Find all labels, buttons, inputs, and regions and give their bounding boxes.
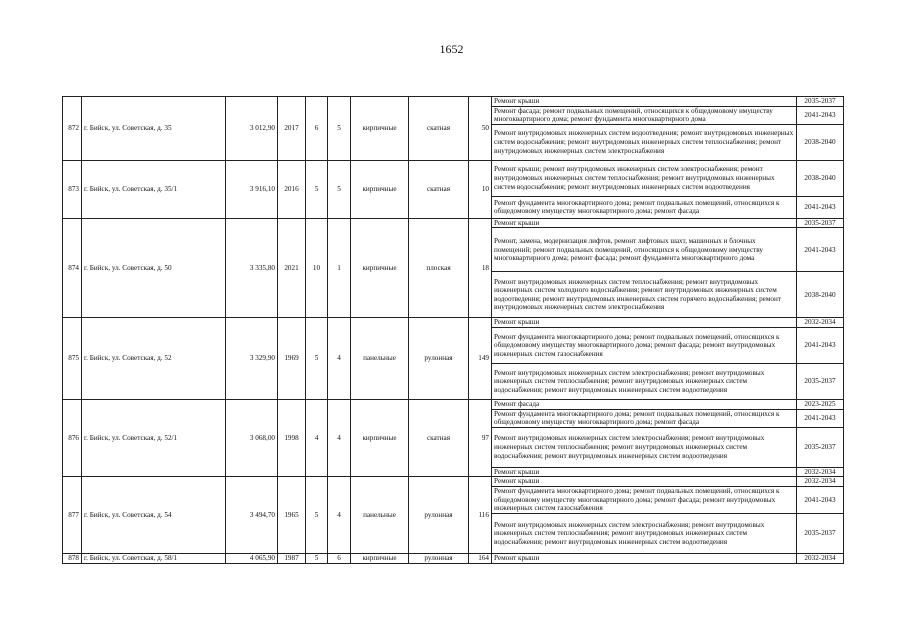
year-cell: 2021 <box>278 218 306 318</box>
residents-cell: 164 <box>469 553 492 563</box>
roof-cell: рулонная <box>409 318 469 400</box>
area-cell: 3 012,90 <box>226 97 278 161</box>
work-type-cell: Ремонт крыши <box>492 97 797 107</box>
address-cell: г. Бийск, ул. Советская, д. 35 <box>82 97 226 161</box>
work-type-cell: Ремонт внутридомовых инженерных систем электроснабжения; ремонт внутридомовых инженерных систем теплоснабжения; ремонт внутридомовых инженерных систем водоснабжения; ремонт внутридомовых инженерных систем водоотведения <box>492 513 797 553</box>
period-cell: 2041-2043 <box>797 327 844 363</box>
entrances-cell: 5 <box>328 160 351 218</box>
area-cell: 3 916,10 <box>226 160 278 218</box>
work-type-cell: Ремонт фундамента многоквартирного дома; ремонт подвальных помещений, относящихся к общедомовому имуществу многоквартирного дома; ремонт фасада; ремонт внутридомовых инженерных систем газоснабжения <box>492 327 797 363</box>
table-body <box>63 97 844 564</box>
page-number: 1652 <box>439 42 464 56</box>
capital-repair-table <box>62 96 844 564</box>
work-type-cell: Ремонт фундамента многоквартирного дома; ремонт подвальных помещений, относящихся к общедомовому имуществу многоквартирного дома; ремонт фасада; ремонт внутридомовых инженерных систем газоснабжения <box>492 486 797 513</box>
area-cell: 3 494,70 <box>226 477 278 554</box>
walls-cell: кирпичные <box>351 399 409 476</box>
address-cell: г. Бийск, ул. Советская, д. 35/1 <box>82 160 226 218</box>
row-number: 877 <box>63 477 82 554</box>
year-cell: 1965 <box>278 477 306 554</box>
period-cell: 2035-2037 <box>797 427 844 467</box>
address-cell: г. Бийск, ул. Советская, д. 58/1 <box>82 553 226 563</box>
period-cell: 2041-2043 <box>797 106 844 124</box>
period-cell: 2035-2037 <box>797 218 844 228</box>
period-cell: 2032-2034 <box>797 553 844 563</box>
row-number: 875 <box>63 318 82 400</box>
period-cell: 2041-2043 <box>797 228 844 272</box>
period-cell: 2041-2043 <box>797 409 844 427</box>
roof-cell: рулонная <box>409 553 469 563</box>
work-type-cell: Ремонт крыши <box>492 467 797 477</box>
floors-cell: 5 <box>306 160 328 218</box>
period-cell: 2035-2037 <box>797 97 844 107</box>
year-cell: 1969 <box>278 318 306 400</box>
table-row <box>63 318 844 328</box>
residents-cell: 97 <box>469 399 492 476</box>
work-type-cell: Ремонт, замена, модернизация лифтов, ремонт лифтовых шахт, машинных и блочных помещений; ремонт подвальных помещений, относящихся к общедомовому имуществу многоквартирного дома; ремонт фасада; ремонт фундамента многоквартирного дома <box>492 228 797 272</box>
walls-cell: панельные <box>351 318 409 400</box>
floors-cell: 5 <box>306 477 328 554</box>
area-cell: 3 068,00 <box>226 399 278 476</box>
table-row <box>63 553 844 563</box>
year-cell: 2017 <box>278 97 306 161</box>
entrances-cell: 1 <box>328 218 351 318</box>
work-type-cell: Ремонт крыши <box>492 553 797 563</box>
entrances-cell: 4 <box>328 318 351 400</box>
residents-cell: 18 <box>469 218 492 318</box>
floors-cell: 4 <box>306 399 328 476</box>
row-number: 878 <box>63 553 82 563</box>
area-cell: 4 065,90 <box>226 553 278 563</box>
table-row <box>63 477 844 487</box>
period-cell: 2032-2034 <box>797 318 844 328</box>
floors-cell: 5 <box>306 318 328 400</box>
period-cell: 2035-2037 <box>797 363 844 399</box>
entrances-cell: 6 <box>328 553 351 563</box>
work-type-cell: Ремонт фундамента многоквартирного дома; ремонт подвальных помещений, относящихся к общедомовому имуществу многоквартирного дома; ремонт фасада <box>492 196 797 218</box>
walls-cell: кирпичные <box>351 218 409 318</box>
row-number: 876 <box>63 399 82 476</box>
work-type-cell: Ремонт внутридомовых инженерных систем электроснабжения; ремонт внутридомовых инженерных систем теплоснабжения; ремонт внутридомовых инженерных систем водоснабжения; ремонт внутридомовых инженерных систем водоотведения <box>492 427 797 467</box>
work-type-cell: Ремонт крыши <box>492 477 797 487</box>
table-row <box>63 399 844 409</box>
table-row <box>63 218 844 228</box>
period-cell: 2032-2034 <box>797 477 844 487</box>
address-cell: г. Бийск, ул. Советская, д. 54 <box>82 477 226 554</box>
period-cell: 2035-2037 <box>797 513 844 553</box>
period-cell: 2041-2043 <box>797 486 844 513</box>
roof-cell: скатная <box>409 399 469 476</box>
entrances-cell: 4 <box>328 399 351 476</box>
residents-cell: 149 <box>469 318 492 400</box>
period-cell: 2038-2040 <box>797 160 844 196</box>
area-cell: 3 329,90 <box>226 318 278 400</box>
year-cell: 2016 <box>278 160 306 218</box>
area-cell: 3 335,80 <box>226 218 278 318</box>
walls-cell: панельные <box>351 477 409 554</box>
residents-cell: 50 <box>469 97 492 161</box>
row-number: 872 <box>63 97 82 161</box>
period-cell: 2038-2040 <box>797 124 844 160</box>
entrances-cell: 5 <box>328 97 351 161</box>
address-cell: г. Бийск, ул. Советская, д. 50 <box>82 218 226 318</box>
roof-cell: скатная <box>409 160 469 218</box>
work-type-cell: Ремонт крыши <box>492 218 797 228</box>
work-type-cell: Ремонт внутридомовых инженерных систем теплоснабжения; ремонт внутридомовых инженерных систем холодного водоснабжения; ремонт внутридомовых инженерных систем водоотведения; ремонт внутридомовых инженерных систем горячего водоснабжения; ремонт внутридомовых инженерных систем электроснабжения <box>492 272 797 318</box>
residents-cell: 116 <box>469 477 492 554</box>
address-cell: г. Бийск, ул. Советская, д. 52/1 <box>82 399 226 476</box>
residents-cell: 10 <box>469 160 492 218</box>
walls-cell: кирпичные <box>351 553 409 563</box>
work-type-cell: Ремонт крыши <box>492 318 797 328</box>
walls-cell: кирпичные <box>351 160 409 218</box>
roof-cell: плоская <box>409 218 469 318</box>
period-cell: 2038-2040 <box>797 272 844 318</box>
walls-cell: кирпичные <box>351 97 409 161</box>
period-cell: 2032-2034 <box>797 467 844 477</box>
floors-cell: 5 <box>306 553 328 563</box>
work-type-cell: Ремонт крыши; ремонт внутридомовых инженерных систем электроснабжения; ремонт внутридомовых инженерных систем теплоснабжения; ремонт внутридомовых инженерных систем водоснабжения; ремонт внутридомовых инженерных систем водоотведения <box>492 160 797 196</box>
year-cell: 1987 <box>278 553 306 563</box>
year-cell: 1998 <box>278 399 306 476</box>
row-number: 874 <box>63 218 82 318</box>
work-type-cell: Ремонт фундамента многоквартирного дома; ремонт подвальных помещений, относящихся к общедомовому имуществу многоквартирного дома; ремонт фасада <box>492 409 797 427</box>
period-cell: 2041-2043 <box>797 196 844 218</box>
table-row <box>63 160 844 196</box>
work-type-cell: Ремонт фасада; ремонт подвальных помещений, относящихся к общедомовому имуществу многоквартирного дома; ремонт фундамента многоквартирного дома <box>492 106 797 124</box>
work-type-cell: Ремонт внутридомовых инженерных систем электроснабжения; ремонт внутридомовых инженерных систем теплоснабжения; ремонт внутридомовых инженерных систем водоснабжения; ремонт внутридомовых инженерных систем водоотведения <box>492 363 797 399</box>
work-type-cell: Ремонт фасада <box>492 399 797 409</box>
roof-cell: скатная <box>409 97 469 161</box>
row-number: 873 <box>63 160 82 218</box>
floors-cell: 6 <box>306 97 328 161</box>
floors-cell: 10 <box>306 218 328 318</box>
roof-cell: рулонная <box>409 477 469 554</box>
address-cell: г. Бийск, ул. Советская, д. 52 <box>82 318 226 400</box>
work-type-cell: Ремонт внутридомовых инженерных систем водоотведения; ремонт внутридомовых инженерных систем водоснабжения; ремонт внутридомовых инженерных систем теплоснабжения; ремонт внутридомовых инженерных систем электроснабжения <box>492 124 797 160</box>
period-cell: 2023-2025 <box>797 399 844 409</box>
entrances-cell: 4 <box>328 477 351 554</box>
table-row <box>63 97 844 107</box>
